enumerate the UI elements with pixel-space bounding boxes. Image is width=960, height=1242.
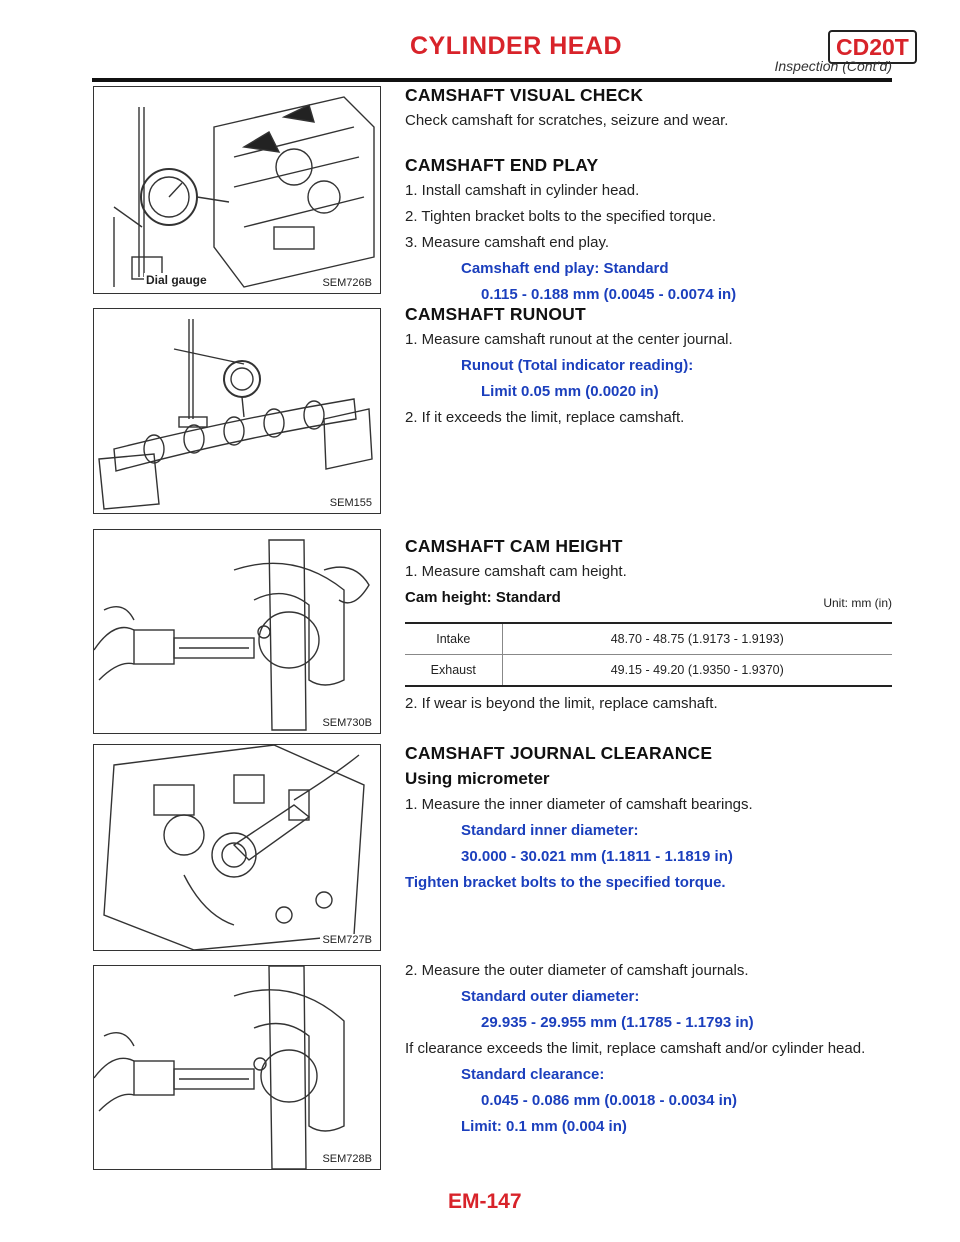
bore-gauge-illustration <box>94 745 380 950</box>
runout-illustration <box>94 309 380 513</box>
step: 1. Install camshaft in cylinder head. <box>405 182 640 199</box>
section-cam-height <box>405 537 893 607</box>
cam-height-table <box>405 622 892 687</box>
spec-value: 0.045 - 0.086 mm (0.0018 - 0.0034 in) <box>481 1092 737 1109</box>
journal-micrometer-illustration <box>94 966 380 1169</box>
figure-inner-diameter <box>93 744 381 951</box>
step: 2. If it exceeds the limit, replace camshaft. <box>405 409 685 426</box>
figure-id: SEM728B <box>322 1153 372 1165</box>
spec-limit: Limit: 0.1 mm (0.004 in) <box>461 1118 627 1135</box>
figure-camshaft-runout <box>93 308 381 514</box>
spec-label: Standard inner diameter: <box>461 822 639 839</box>
subheading: Using micrometer <box>405 769 550 788</box>
torque-note: Tighten bracket bolts to the specified torque. <box>405 874 726 891</box>
engine-badge: CD20T <box>828 30 917 64</box>
figure-id: SEM727B <box>322 934 372 946</box>
paragraph: Check camshaft for scratches, seizure and wear. <box>405 112 729 129</box>
section-heading: CAMSHAFT VISUAL CHECK <box>405 85 644 105</box>
spec-value: 29.935 - 29.955 mm (1.1785 - 1.1793 in) <box>481 1014 754 1031</box>
paragraph: If clearance exceeds the limit, replace camshaft and/or cylinder head. <box>405 1040 866 1057</box>
table-title: Cam height: Standard <box>405 589 561 606</box>
table-row <box>405 623 892 655</box>
section-heading: CAMSHAFT RUNOUT <box>405 304 586 324</box>
section-runout <box>405 305 893 427</box>
figure-id: SEM726B <box>322 277 372 289</box>
spec-value: 30.000 - 30.021 mm (1.1811 - 1.1819 in) <box>461 848 733 865</box>
step: 2. Measure the outer diameter of camshaft journals. <box>405 962 749 979</box>
cam-height-step2: 2. If wear is beyond the limit, replace camshaft. <box>405 695 718 712</box>
table-cell-name: Exhaust <box>405 655 502 687</box>
table-row <box>405 655 892 687</box>
figure-outer-diameter <box>93 965 381 1170</box>
spec-label: Standard outer diameter: <box>461 988 640 1005</box>
section-heading: CAMSHAFT END PLAY <box>405 155 599 175</box>
spec-label: Runout (Total indicator reading): <box>461 357 694 374</box>
step: 1. Measure camshaft runout at the center journal. <box>405 331 733 348</box>
table-cell-name: Intake <box>405 623 502 655</box>
page-subtitle: Inspection (Cont’d) <box>774 58 892 74</box>
section-end-play <box>405 156 893 304</box>
page-title: CYLINDER HEAD <box>410 32 623 60</box>
section-visual-check <box>405 86 893 130</box>
step: 1. Measure camshaft cam height. <box>405 563 627 580</box>
step: 1. Measure the inner diameter of camshaft bearings. <box>405 796 753 813</box>
dial-gauge-illustration <box>94 87 380 293</box>
figure-id: SEM155 <box>329 497 372 509</box>
cam-height-illustration <box>94 530 380 733</box>
spec-label: Camshaft end play: Standard <box>461 260 669 277</box>
spec-label: Standard clearance: <box>461 1066 605 1083</box>
table-cell-value: 48.70 - 48.75 (1.9173 - 1.9193) <box>502 623 892 655</box>
header-rule <box>92 78 892 82</box>
table-cell-value: 49.15 - 49.20 (1.9350 - 1.9370) <box>502 655 892 687</box>
figure-id: SEM730B <box>322 717 372 729</box>
figure-camshaft-end-play <box>93 86 381 294</box>
spec-value: Limit 0.05 mm (0.0020 in) <box>481 383 659 400</box>
spec-value: 0.115 - 0.188 mm (0.0045 - 0.0074 in) <box>481 286 737 303</box>
figure-caption-dial-gauge: Dial gauge <box>146 273 207 287</box>
section-outer-diameter <box>405 962 893 1136</box>
section-heading: CAMSHAFT JOURNAL CLEARANCE <box>405 743 713 763</box>
unit-label: Unit: mm (in) <box>823 596 892 610</box>
section-journal-clearance <box>405 744 893 892</box>
step: 3. Measure camshaft end play. <box>405 234 609 251</box>
figure-cam-height <box>93 529 381 734</box>
step: 2. Tighten bracket bolts to the specified torque. <box>405 208 717 225</box>
section-heading: CAMSHAFT CAM HEIGHT <box>405 536 623 556</box>
page-number: EM-147 <box>448 1190 522 1213</box>
